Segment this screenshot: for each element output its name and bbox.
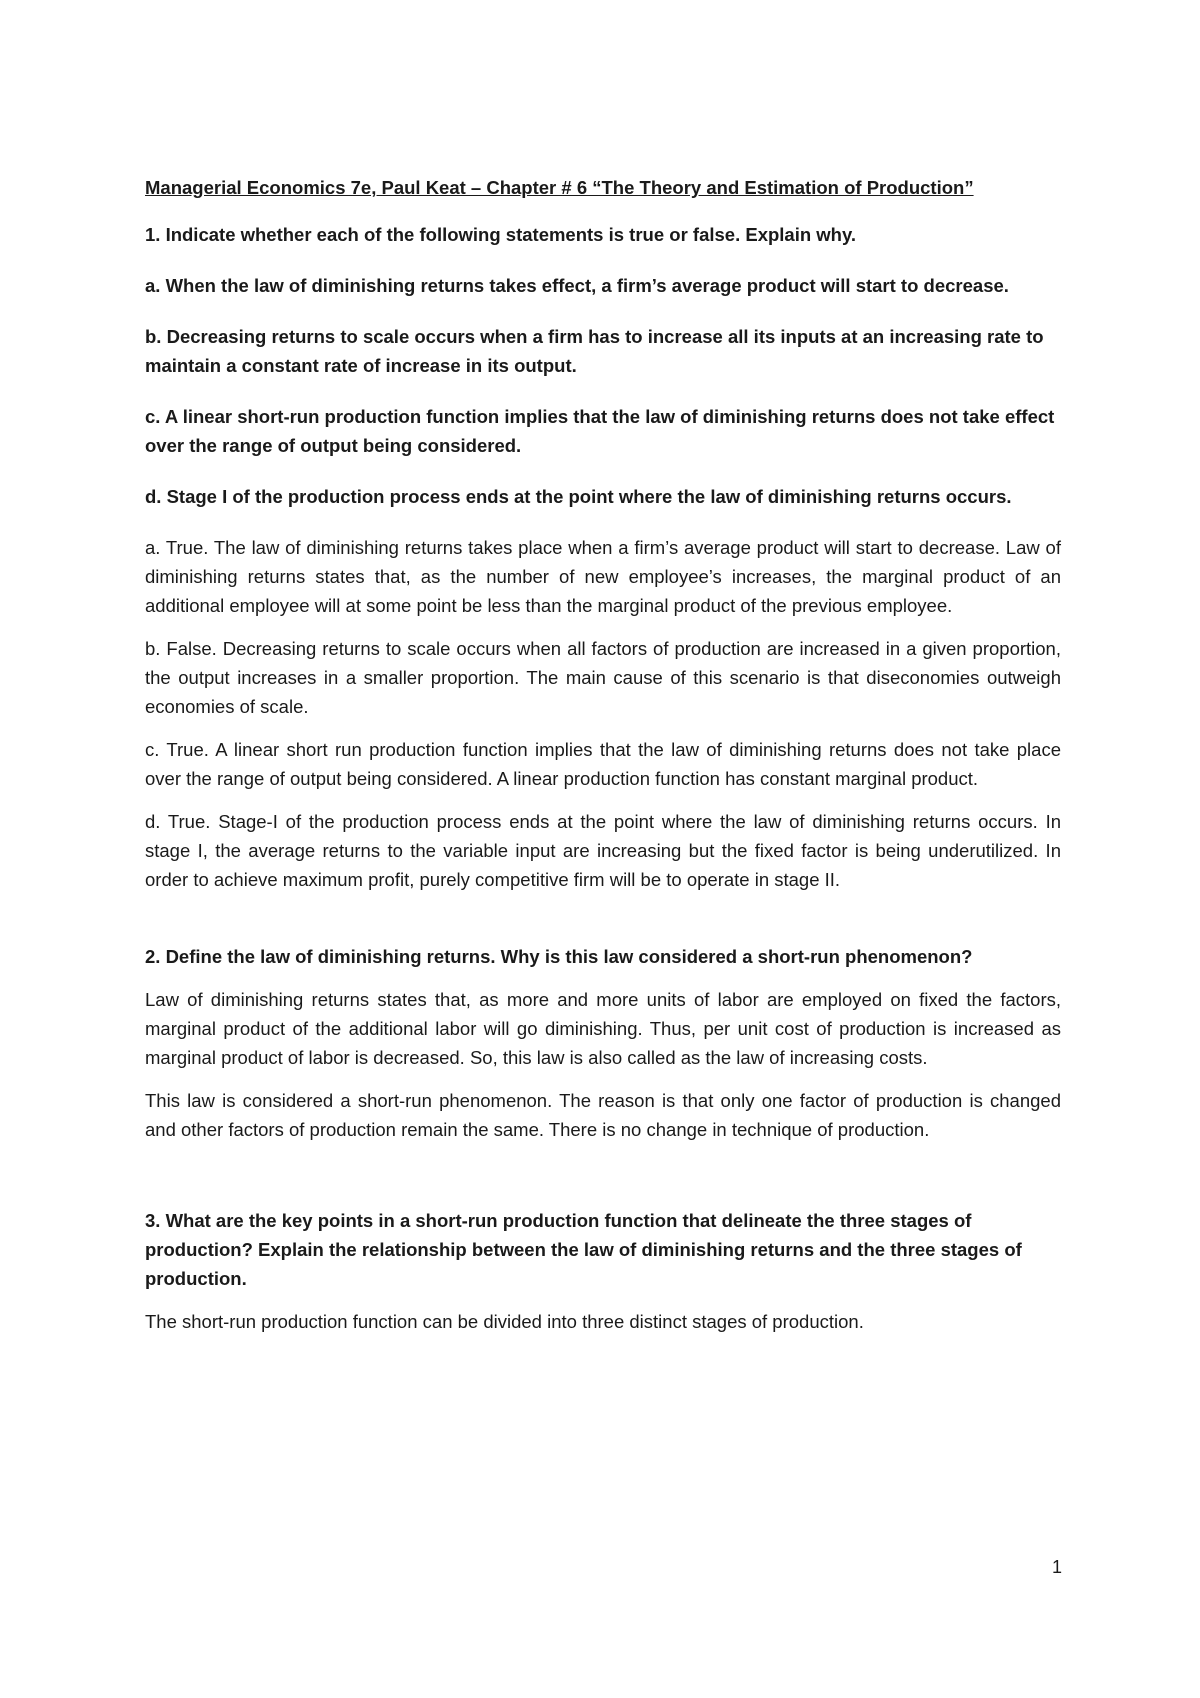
question-1-answer-d: d. True. Stage-I of the production process ends at the point where the law of diminishing returns occurs. In stage I, the average returns to the variable input are increasing but the fixed factor is being underutilized. In order to achieve maximum profit, purely competitive firm will be to operate in stage II. (145, 811, 1061, 890)
question-3-prompt: 3. What are the key points in a short-run production function that delineate the three stages of production? Explain the relationship between the law of diminishing returns and the three stages of production. (145, 1210, 1022, 1289)
question-1-statement-b: b. Decreasing returns to scale occurs when a firm has to increase all its inputs at an increasing rate to maintain a constant rate of increase in its output. (145, 326, 1044, 376)
page-number: 1 (1051, 1557, 1062, 1577)
question-1-statement-c: c. A linear short-run production function implies that the law of diminishing returns does not take effect over the range of output being considered. (145, 406, 1055, 456)
question-2-prompt: 2. Define the law of diminishing returns. Why is this law considered a short-run phenomenon? (145, 946, 973, 967)
section-spacer (145, 1158, 1061, 1206)
question-1-answer-a: a. True. The law of diminishing returns takes place when a firm’s average product will start to decrease. Law of diminishing returns states that, as the number of new employee’s increases, the marginal product of an additional employee will at some point be less than the marginal product of the previous employee. (145, 537, 1061, 616)
page-content (145, 173, 1061, 1350)
question-1-prompt: 1. Indicate whether each of the following statements is true or false. Explain why. (145, 224, 857, 245)
question-1-statement-d: d. Stage I of the production process ends at the point where the law of diminishing returns occurs. (145, 486, 1012, 507)
question-2-answer-1: Law of diminishing returns states that, as more and more units of labor are employed on fixed the factors, marginal product of the additional labor will go diminishing. Thus, per unit cost of production is increased as marginal product of labor is decreased. So, this law is also called as the law of increasing costs. (145, 989, 1061, 1068)
section-spacer (145, 908, 1061, 942)
question-3-answer-1: The short-run production function can be divided into three distinct stages of production. (145, 1311, 864, 1332)
document-title: Managerial Economics 7e, Paul Keat – Chapter # 6 “The Theory and Estimation of Production” (145, 177, 974, 198)
question-1-answer-c: c. True. A linear short run production function implies that the law of diminishing returns does not take place over the range of output being considered. A linear production function has constant marginal product. (145, 739, 1061, 789)
question-2-answer-2: This law is considered a short-run phenomenon. The reason is that only one factor of production is changed and other factors of production remain the same. There is no change in technique of production. (145, 1090, 1061, 1140)
question-1-answer-b: b. False. Decreasing returns to scale occurs when all factors of production are increased in a given proportion, the output increases in a smaller proportion. The main cause of this scenario is that diseconomies outweigh economies of scale. (145, 638, 1061, 717)
question-1-statement-a: a. When the law of diminishing returns takes effect, a firm’s average product will start to decrease. (145, 275, 1009, 296)
